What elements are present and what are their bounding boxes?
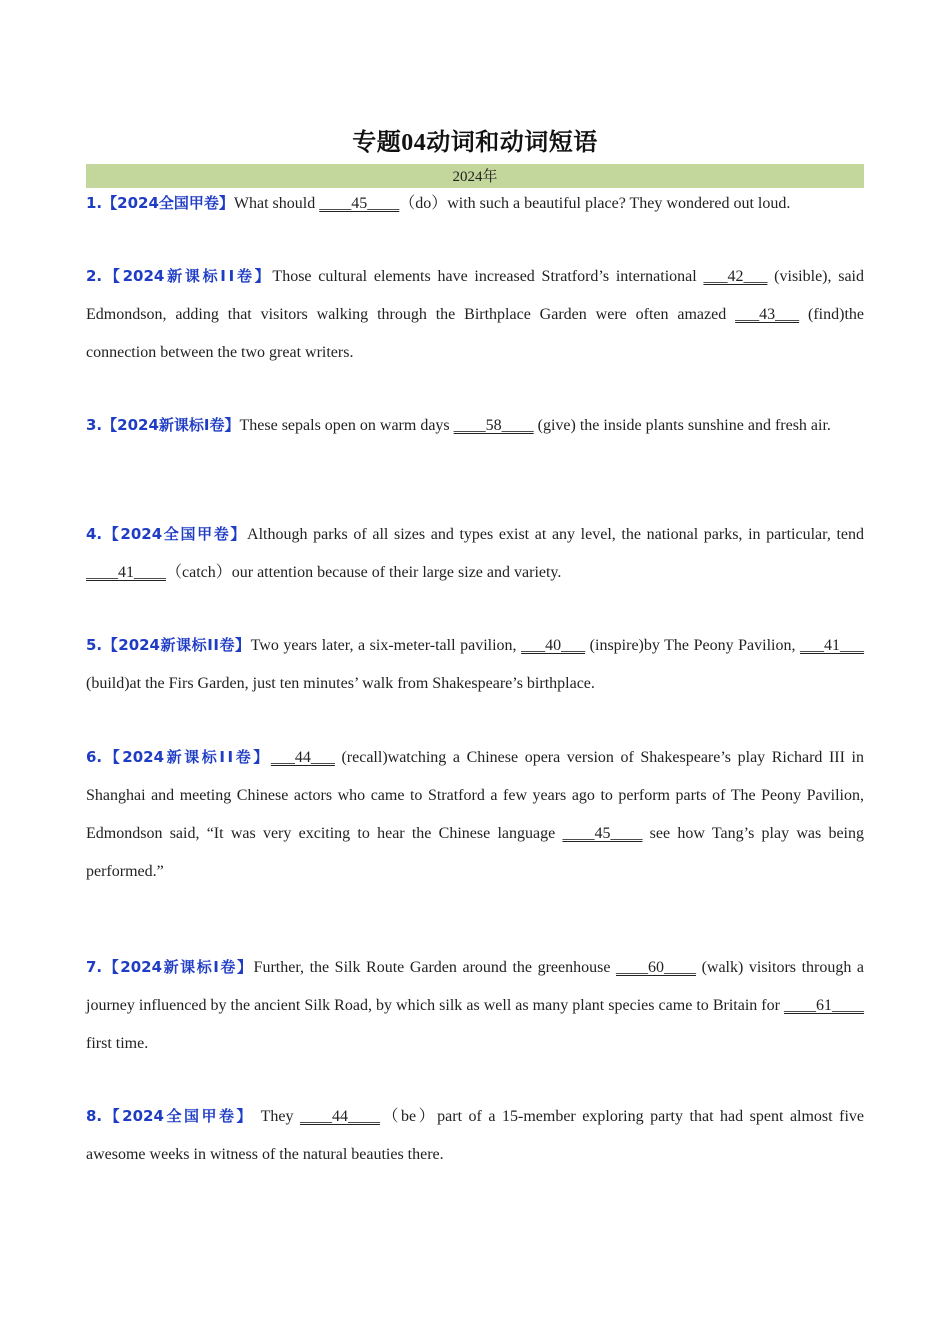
- answer-blank: ____61____: [784, 997, 864, 1014]
- question-text: Those cultural elements have increased Stratford’s international: [272, 268, 704, 285]
- question-text: （be）part of a 15-member exploring party that had spent almost five awesome weeks in witness of the natural beauties there.: [86, 1108, 865, 1163]
- question-5: [86, 626, 864, 703]
- answer-blank: ___40___: [521, 637, 586, 654]
- answer-blank: ___43___: [735, 306, 800, 323]
- question-source-tag: 【2024全国甲卷】: [102, 1107, 255, 1125]
- question-1: [86, 184, 864, 223]
- question-number: 1.: [86, 194, 103, 212]
- question-number: 8.: [86, 1107, 103, 1125]
- answer-blank: ____41____: [86, 564, 166, 581]
- question-text: （do）with such a beautiful place? They wondered out loud.: [399, 195, 791, 212]
- question-number: 3.: [86, 416, 103, 434]
- question-text: What should: [233, 195, 320, 212]
- question-source-tag: 【2024新课标ⅠⅠ卷】: [102, 748, 271, 766]
- question-6: [86, 738, 864, 891]
- question-3: [86, 406, 864, 445]
- answer-blank: ____60____: [616, 959, 696, 976]
- question-number: 2.: [86, 267, 103, 285]
- question-number: 4.: [86, 525, 103, 543]
- question-number: 7.: [86, 958, 103, 976]
- question-source-tag: 【2024新课标Ⅰ卷】: [102, 416, 240, 434]
- answer-blank: ___41___: [800, 637, 865, 654]
- question-4: [86, 515, 864, 592]
- question-2: [86, 257, 864, 372]
- question-text: (recall)watching a Chinese opera version of Shakespeare’s play Richard III in Shanghai and meeting Chinese actors who came to Stratford a few years ago to perform parts of The Peony Pavilion, Edmondson said, “It was very exciting to hear the Chinese language: [86, 749, 864, 842]
- question-source-tag: 【2024新课标ⅠⅠ卷】: [102, 636, 251, 654]
- question-text: (visible), said Edmondson, adding that visitors walking through the Birthplace Garden were often amazed: [86, 268, 865, 323]
- question-text: (inspire)by The Peony Pavilion,: [585, 637, 801, 654]
- question-text: Although parks of all sizes and types exist at any level, the national parks, in particular, tend: [247, 526, 865, 543]
- question-text: see how Tang’s play was being performed.”: [86, 825, 864, 880]
- answer-blank: ____45____: [562, 825, 643, 842]
- question-number: 6.: [86, 748, 103, 766]
- answer-blank: ___44___: [270, 749, 335, 766]
- question-text: first time.: [86, 1035, 149, 1052]
- year-section-header: 2024年: [86, 164, 864, 188]
- question-text: (build)at the Firs Garden, just ten minutes’ walk from Shakespeare’s birthplace.: [86, 675, 595, 692]
- question-source-tag: 【2024全国甲卷】: [102, 194, 234, 212]
- question-text: Further, the Silk Route Garden around the greenhouse: [253, 959, 616, 976]
- answer-blank: ____44____: [299, 1108, 380, 1125]
- answer-blank: ____45____: [319, 195, 400, 212]
- question-text: （catch）our attention because of their large size and variety.: [166, 564, 562, 581]
- question-8: [86, 1097, 864, 1174]
- answer-blank: ___42___: [703, 268, 768, 285]
- question-text: Two years later, a six-meter-tall pavilion,: [250, 637, 522, 654]
- question-text: These sepals open on warm days: [239, 417, 454, 434]
- question-source-tag: 【2024新课标Ⅰ卷】: [102, 958, 254, 976]
- question-text: (find)the connection between the two great writers.: [86, 306, 864, 361]
- answer-blank: ____58____: [453, 417, 534, 434]
- page-title: 专题04动词和动词短语: [352, 130, 598, 156]
- question-source-tag: 【2024新课标ⅠⅠ卷】: [102, 267, 273, 285]
- question-text: (give) the inside plants sunshine and fresh air.: [533, 417, 831, 434]
- question-text: They: [254, 1108, 300, 1125]
- question-source-tag: 【2024全国甲卷】: [102, 525, 248, 543]
- question-number: 5.: [86, 636, 103, 654]
- question-text: (walk) visitors through a journey influenced by the ancient Silk Road, by which silk as well as many plant species came to Britain for: [86, 959, 865, 1014]
- question-7: [86, 948, 864, 1063]
